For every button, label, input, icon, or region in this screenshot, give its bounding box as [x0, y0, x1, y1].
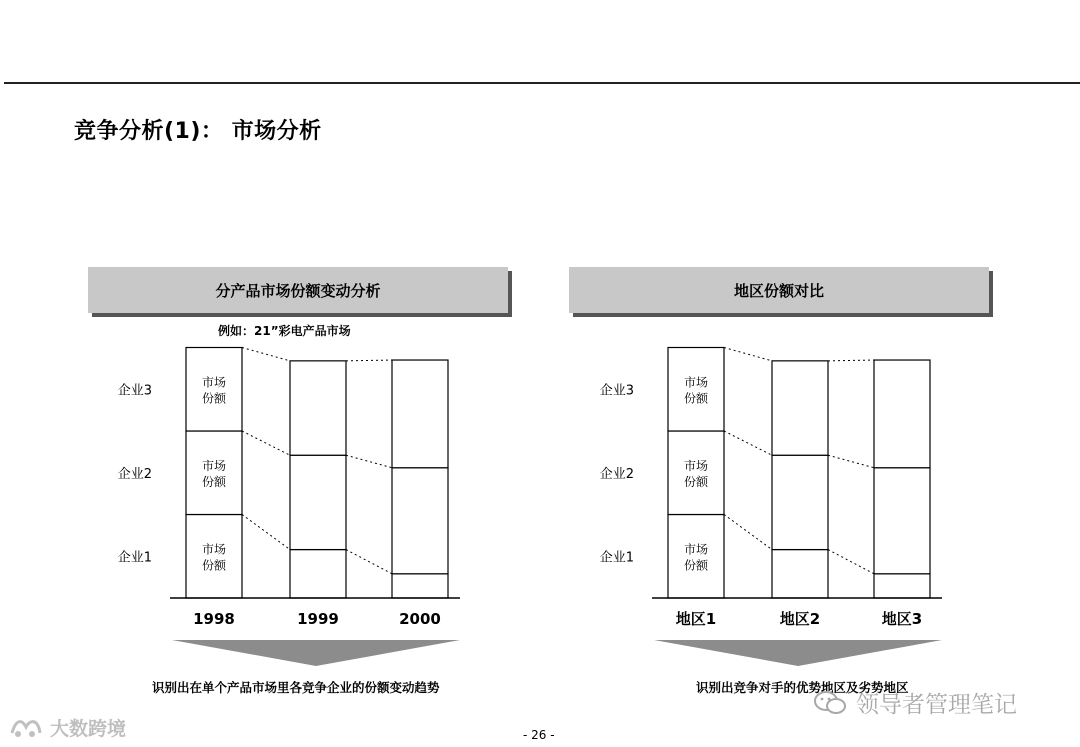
series-label: 企业2	[117, 466, 152, 482]
category-label: 2000	[399, 610, 441, 628]
connector-line	[242, 515, 290, 550]
connector-line	[346, 550, 392, 574]
bar-segment	[874, 574, 930, 598]
bar-segment	[392, 574, 448, 598]
segment-label: 市场	[201, 458, 227, 473]
category-label: 地区1	[675, 610, 717, 628]
bar-segment	[874, 468, 930, 574]
page-number: - 26 -	[523, 728, 555, 742]
bar-segment	[874, 360, 930, 468]
top-divider-line	[4, 82, 1080, 84]
bar-segment	[186, 348, 242, 432]
wechat-icon	[812, 689, 848, 717]
segment-label: 市场	[683, 375, 709, 390]
watermark-left	[8, 713, 126, 741]
bar-segment	[772, 550, 828, 598]
right-panel-header: 地区份额对比	[569, 267, 989, 313]
left-panel-header: 分产品市场份额变动分析	[88, 267, 508, 313]
bar-segment	[668, 348, 724, 432]
connector-line	[346, 360, 392, 361]
bar-segment	[668, 431, 724, 515]
left-caption: 识别出在单个产品市场里各竞争企业的份额变动趋势	[152, 680, 440, 695]
category-label: 1999	[297, 610, 339, 628]
segment-label: 份额	[683, 558, 709, 573]
brand-logo-icon	[8, 713, 44, 741]
category-label: 地区2	[779, 610, 821, 628]
bar-segment	[290, 550, 346, 598]
bar-segment	[392, 468, 448, 574]
example-note: 例如：21”彩电产品市场	[218, 324, 351, 338]
bar-segment	[186, 515, 242, 599]
product-share-chart-svg	[100, 350, 540, 650]
watermark-left-text: 大数跨境	[50, 717, 127, 740]
segment-label: 份额	[201, 558, 227, 573]
bar-segment	[290, 455, 346, 549]
connector-line	[828, 550, 874, 574]
segment-label: 市场	[201, 542, 227, 557]
connector-line	[346, 455, 392, 468]
segment-label: 市场	[683, 458, 709, 473]
summary-arrow	[654, 640, 942, 666]
connector-line	[724, 431, 772, 455]
series-label: 企业3	[117, 383, 152, 399]
segment-label: 份额	[683, 391, 709, 406]
bar-segment	[290, 361, 346, 455]
watermark-right	[812, 686, 1017, 719]
bar-segment	[392, 360, 448, 468]
segment-label: 份额	[201, 391, 227, 406]
watermark-right-text: 领导者管理笔记	[856, 692, 1017, 718]
series-label: 企业1	[599, 550, 634, 566]
right-caption: 识别出竞争对手的优势地区及劣势地区	[696, 680, 909, 695]
connector-line	[828, 455, 874, 468]
segment-label: 市场	[201, 375, 227, 390]
series-label: 企业2	[599, 466, 634, 482]
product-share-chart	[100, 350, 540, 650]
category-label: 地区3	[881, 610, 923, 628]
bar-segment	[772, 455, 828, 549]
bar-segment	[186, 431, 242, 515]
connector-line	[242, 348, 290, 361]
region-share-chart-svg	[582, 350, 1022, 650]
segment-label: 份额	[201, 474, 227, 489]
summary-arrow	[172, 640, 460, 666]
connector-line	[242, 431, 290, 455]
series-label: 企业1	[117, 550, 152, 566]
bar-segment	[668, 515, 724, 599]
category-label: 1998	[193, 610, 235, 628]
connector-line	[724, 515, 772, 550]
segment-label: 份额	[683, 474, 709, 489]
page-title: 竞争分析(1)： 市场分析	[74, 119, 322, 144]
connector-line	[828, 360, 874, 361]
series-label: 企业3	[599, 383, 634, 399]
segment-label: 市场	[683, 542, 709, 557]
connector-line	[724, 348, 772, 361]
bar-segment	[772, 361, 828, 455]
region-share-chart	[582, 350, 1022, 650]
